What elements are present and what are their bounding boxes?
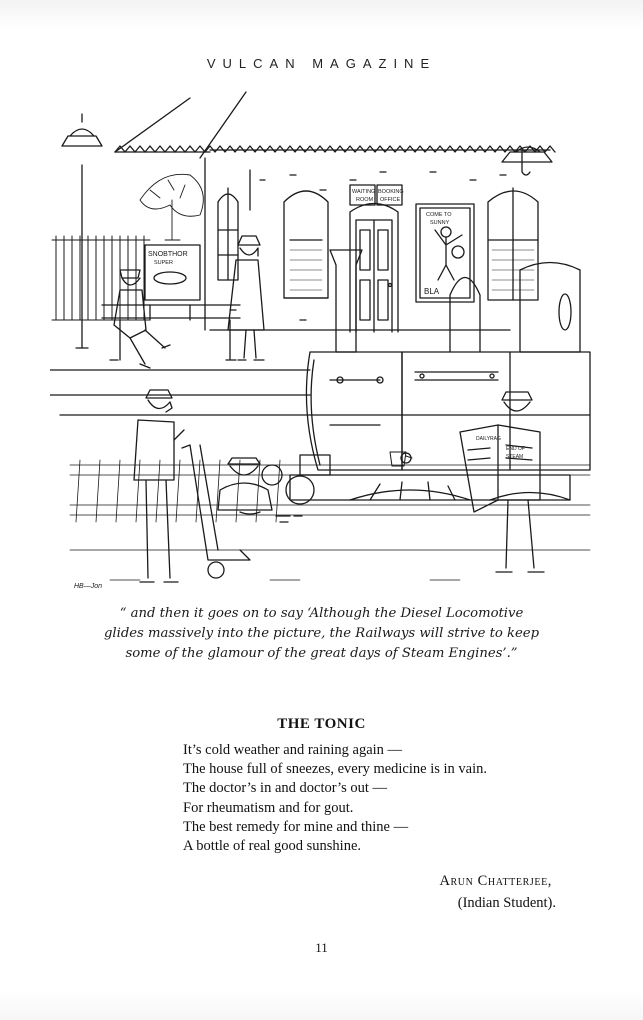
sign-waiting-room-2: ROOM [356, 197, 374, 203]
newspaper-text-3: END OF [506, 446, 525, 452]
poem-line: The best remedy for mine and thine — [183, 818, 409, 835]
newspaper-text-2: RAG [490, 436, 501, 442]
poster-text-3: BLA [424, 287, 440, 296]
tree [140, 174, 203, 240]
sign-booking-1: BOOKING [378, 189, 404, 195]
man-reading-newspaper [460, 392, 544, 572]
running-head: VULCAN MAGAZINE [206, 56, 437, 71]
artist-signature: HB—Jon [74, 583, 103, 590]
station-awning [115, 92, 555, 158]
poem-line: A bottle of real good sunshine. [183, 838, 362, 855]
caption-line-1: “ and then it goes on to say ‘Although the Diesel Locomotive [119, 606, 524, 621]
poem-author [0, 870, 556, 914]
sign-booking-2: OFFICE [380, 197, 401, 203]
poem-line: It’s cold weather and raining again — [183, 742, 403, 758]
newspaper-text-4: STEAM [506, 454, 524, 460]
cartoon-caption [60, 604, 583, 664]
poem-title: THE TONIC [277, 716, 366, 732]
caption-line-2: glides massively into the picture, the Railways will strive to keep [103, 626, 540, 641]
poem-line: The doctor’s in and doctor’s out — [183, 780, 388, 797]
poem-body [183, 741, 583, 856]
railway-cartoon [50, 80, 600, 600]
caption-line-3: some of the glamour of the great days of Steam Engines’.” [125, 646, 518, 661]
billboard-text-2: SUPER [154, 260, 173, 266]
poem-line: The house full of sneezes, every medicine is in vain. [183, 761, 487, 778]
page-number: 11 [315, 940, 328, 955]
porter-with-trolley [134, 390, 250, 582]
author-affiliation: (Indian Student). [457, 895, 556, 911]
sign-waiting-room-1: WAITING [352, 189, 376, 195]
author-name: Arun Chatterjee, [439, 873, 552, 889]
poem-line: For rheumatism and for gout. [183, 799, 354, 816]
poster-text-2: SUNNY [430, 220, 450, 226]
seated-man [114, 270, 170, 368]
poster-text-1: COME TO [426, 212, 452, 218]
billboard-text-1: SNOBTHOR [148, 251, 188, 258]
newspaper-text-1: DAILY [476, 436, 491, 442]
